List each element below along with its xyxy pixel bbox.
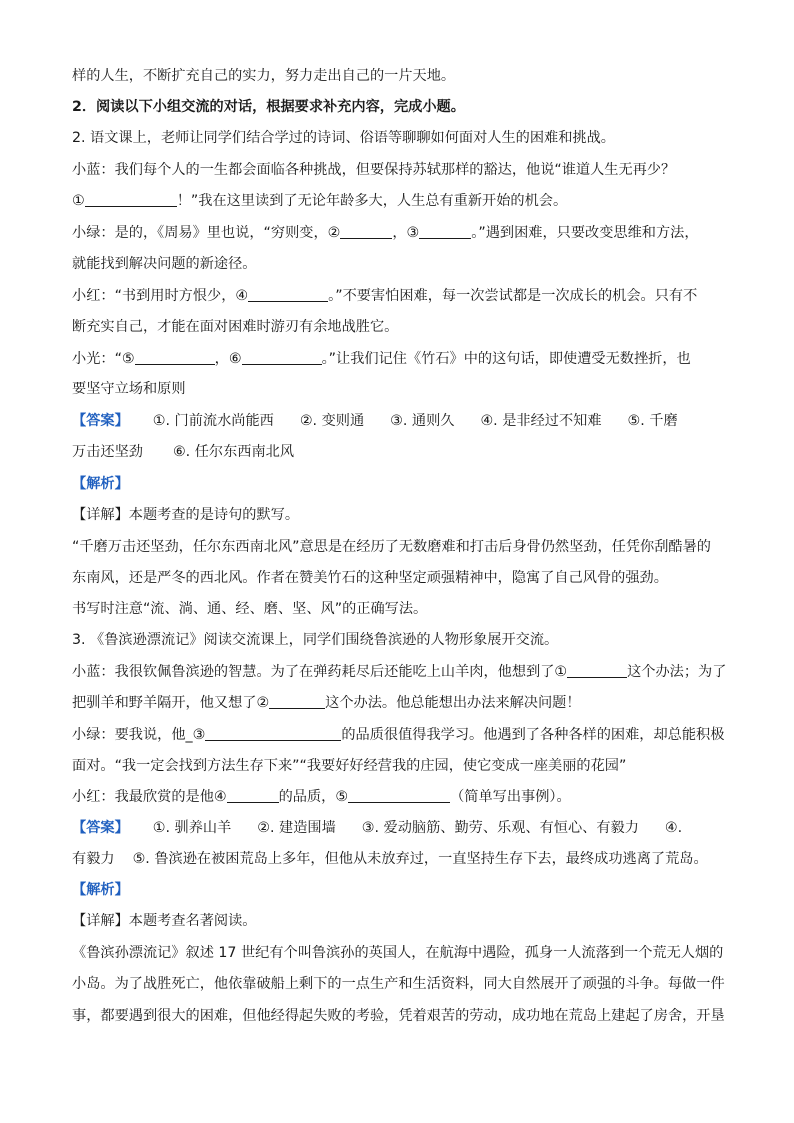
dialogue-text: 把驯羊和野羊隔开，他又想了② bbox=[72, 695, 270, 711]
dialogue-text: 小蓝：我很钦佩鲁滨逊的智慧。为了在弹药耗尽后还能吃上山羊肉，他想到了① bbox=[72, 664, 568, 680]
question-heading: 2．阅读以下小组交流的对话，根据要求补充内容，完成小题。 bbox=[72, 99, 465, 115]
text-line: 事，都要遇到很大的困难，但他经得起失败的考验，凭着艰苦的劳动，成功地在荒岛上建起了房舍，开垦 bbox=[72, 1008, 725, 1024]
answer-line bbox=[72, 849, 732, 869]
text-line: 样的人生，不断扩充自己的实力，努力走出自己的一片天地。 bbox=[72, 68, 456, 84]
dialogue-line bbox=[72, 787, 732, 807]
text-line: 《鲁滨孙漂流记》叙述 17 世纪有个叫鲁滨孙的英国人，在航海中遇险，孤身一人流落到一个荒无人烟的 bbox=[72, 945, 724, 961]
answer-item: ①. 门前流水尚能西 bbox=[152, 413, 274, 429]
dialogue-line bbox=[72, 693, 732, 713]
answer-item: ④. bbox=[664, 820, 683, 836]
answer-line bbox=[72, 818, 732, 838]
answer-item: ①. 驯养山羊 bbox=[152, 820, 232, 836]
answer-tag: 【答案】 bbox=[72, 413, 129, 429]
answer-line bbox=[72, 442, 732, 462]
answer-item: ②. 变则通 bbox=[299, 413, 365, 429]
answer-blank bbox=[227, 788, 279, 803]
dialogue-text: 这个办法。他总能想出办法来解决问题！ bbox=[325, 695, 581, 711]
answer-item: 万击还坚劲 bbox=[72, 444, 143, 460]
text-line: 要坚守立场和原则 bbox=[72, 381, 186, 397]
dialogue-text: ，⑥ bbox=[214, 351, 242, 367]
dialogue-text: 。”不要害怕困难，每一次尝试都是一次成长的机会。只有不 bbox=[328, 288, 698, 304]
text-line: “千磨万击还坚劲，任尔东西南北风”意思是在经历了无数磨难和打击后身骨仍然坚劲，任凭你刮酷暑的 bbox=[72, 539, 711, 555]
dialogue-line bbox=[72, 349, 732, 369]
dialogue-text: ，③ bbox=[392, 225, 420, 241]
dialogue-line bbox=[72, 725, 732, 745]
answer-item: ③. 通则久 bbox=[390, 413, 455, 429]
question-prompt: 3. 《鲁滨逊漂流记》阅读交流课上，同学们围绕鲁滨逊的人物形象展开交流。 bbox=[72, 632, 559, 648]
answer-item: ⑥. 任尔东西南北风 bbox=[172, 444, 295, 460]
analysis-tag: 【解析】 bbox=[72, 476, 129, 492]
dialogue-text: 。”让我们记住《竹石》中的这句话，即使遭受无数挫折，也 bbox=[321, 351, 691, 367]
answer-blank bbox=[348, 788, 450, 803]
dialogue-line bbox=[72, 191, 732, 211]
answer-item: ⑤. 鲁滨逊在被困荒岛上多年，但他从未放弃过，一直坚持生存下去，最终成功逃离了荒岛。 bbox=[132, 851, 708, 867]
answer-blank bbox=[242, 350, 322, 365]
answer-blank bbox=[205, 726, 341, 741]
dialogue-text: 小红：“书到用时方恨少，④ bbox=[72, 288, 249, 304]
dialogue-line bbox=[72, 662, 732, 682]
dialogue-text: ！”我在这里读到了无论年龄多大，人生总有重新开始的机会。 bbox=[176, 193, 568, 209]
text-line: 东南风，还是严冬的西北风。作者在赞美竹石的这种坚定顽强精神中，隐寓了自己风骨的强劲。 bbox=[72, 570, 668, 586]
answer-blank bbox=[567, 663, 627, 678]
dialogue-line bbox=[72, 286, 732, 306]
answer-item: ③. 爱动脑筋、勤劳、乐观、有恒心、有毅力 bbox=[361, 820, 639, 836]
dialogue-text: 小光：“⑤ bbox=[72, 351, 135, 367]
dialogue-text: （简单写出事例）。 bbox=[450, 789, 571, 805]
answer-item: ⑤. 千磨 bbox=[627, 413, 678, 429]
text-line: 小岛。为了战胜死亡，他依靠破船上剩下的一点生产和生活资料，同大自然展开了顽强的斗争。每做一件 bbox=[72, 976, 725, 992]
answer-blank bbox=[340, 224, 392, 239]
dialogue-text: 小绿：是的，《周易》里也说，“穷则变，② bbox=[72, 225, 341, 241]
text-line: 断充实自己，才能在面对困难时游刃有余地战胜它。 bbox=[72, 319, 399, 335]
text-line: 书写时注意“流、淌、通、经、磨、坚、风”的正确写法。 bbox=[72, 601, 428, 617]
question-prompt: 2. 语文课上，老师让同学们结合学过的诗词、俗语等聊聊如何面对人生的困难和挑战。 bbox=[72, 130, 615, 146]
circled-number: ① bbox=[72, 193, 85, 209]
text-line: 面对。“我一定会找到方法生存下来”“我要好好经营我的庄园，使它变成一座美丽的花园” bbox=[72, 758, 627, 774]
answer-blank bbox=[269, 694, 325, 709]
detail-line: 【详解】本题考查名著阅读。 bbox=[72, 913, 257, 929]
dialogue-text: 小红：我最欣赏的是他④ bbox=[72, 789, 227, 805]
dialogue-line: 小蓝：我们每个人的一生都会面临各种挑战，但要保持苏轼那样的豁达，他说“谁道人生无再少？ bbox=[72, 162, 676, 178]
dialogue-text: 。”遇到困难，只要改变思维和方法， bbox=[471, 225, 699, 241]
answer-blank bbox=[419, 224, 471, 239]
text-line: 就能找到解决问题的新途径。 bbox=[72, 256, 257, 272]
dialogue-text: 的品质，⑤ bbox=[278, 789, 349, 805]
dialogue-text: 这个办法；为了 bbox=[627, 664, 727, 680]
answer-blank bbox=[135, 350, 215, 365]
detail-line: 【详解】本题考查的是诗句的默写。 bbox=[72, 507, 300, 523]
answer-blank bbox=[248, 287, 328, 302]
answer-item: ②. 建造围墙 bbox=[257, 820, 336, 836]
answer-tag: 【答案】 bbox=[72, 820, 129, 836]
dialogue-line bbox=[72, 223, 732, 243]
answer-line bbox=[72, 411, 732, 431]
answer-blank bbox=[85, 192, 177, 207]
dialogue-text: 小绿：要我说，他_③ bbox=[72, 727, 206, 743]
analysis-tag: 【解析】 bbox=[72, 882, 129, 898]
answer-item: 有毅力 bbox=[72, 851, 115, 867]
dialogue-text: 的品质很值得我学习。他遇到了各种各样的困难，却总能积极 bbox=[341, 727, 725, 743]
answer-item: ④. 是非经过不知难 bbox=[480, 413, 602, 429]
